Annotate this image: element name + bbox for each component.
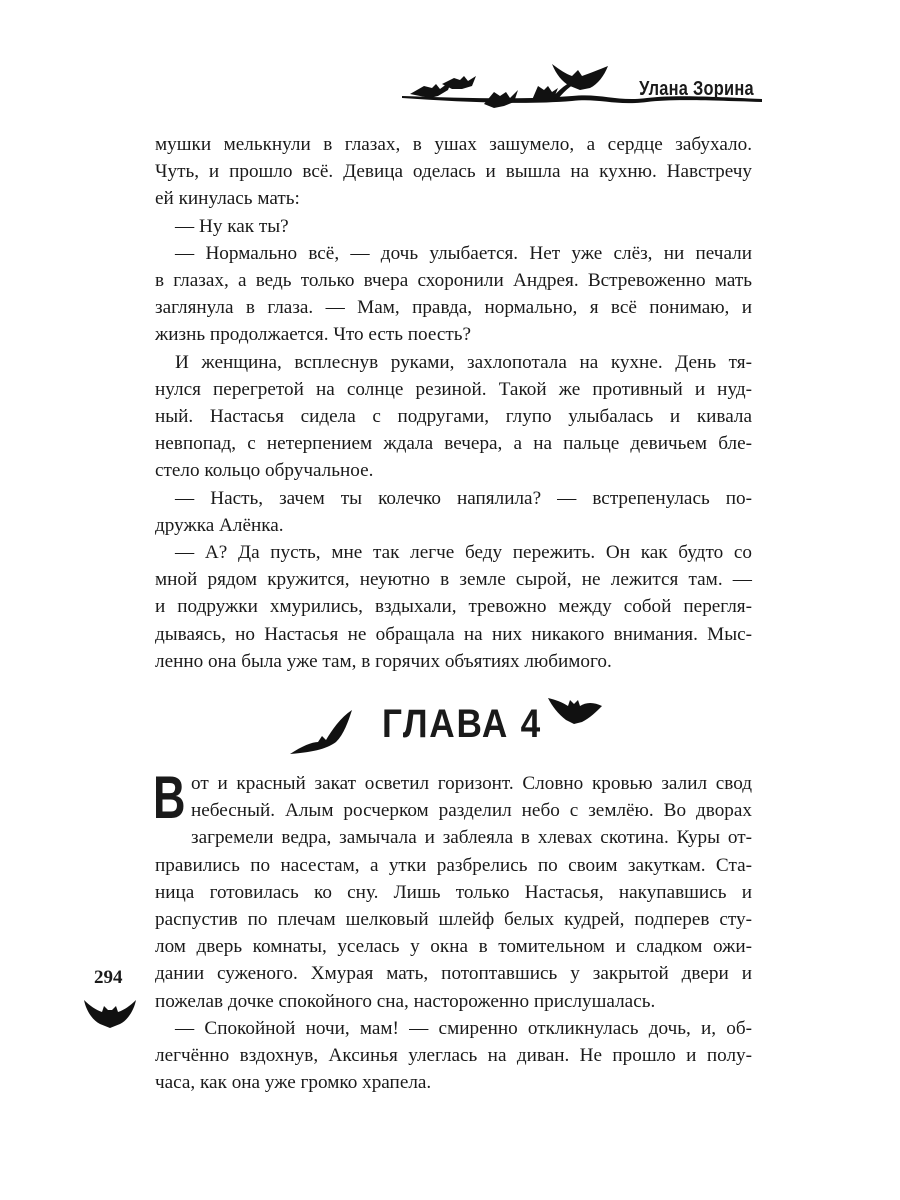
text-line: заглянула в глаза. — Мам, правда, нормально, я всё понимаю, и	[155, 297, 752, 319]
bat-right-icon	[546, 690, 604, 726]
text-line: пожелав дочке спокойного сна, настороженно прислушалась.	[155, 990, 656, 1012]
text-line: часа, как она уже громко храпела.	[155, 1072, 432, 1094]
page-number: 294	[94, 967, 123, 988]
text-line: дружка Алёнка.	[155, 514, 284, 536]
text-line: — Ну как ты?	[175, 215, 289, 237]
text-line: невпопад, с нетерпением ждала вечера, а на пальце девичьем бле-	[155, 433, 752, 455]
text-line: мной рядом кружится, неуютно в земле сырой, не лежится там. —	[155, 569, 752, 591]
text-line: Чуть, и прошло всё. Девица оделась и вышла на кухню. Навстречу	[155, 161, 752, 183]
text-line: в глазах, а ведь только вчера схоронили Андрея. Встревоженно мать	[155, 270, 752, 292]
text-line: — Спокойной ночи, мам! — смиренно откликнулась дочь, и, об-	[175, 1017, 752, 1039]
running-title-author: Улана Зорина	[639, 78, 754, 100]
text-line: дании суженого. Хмурая мать, потоптавшись у закрытой двери и	[155, 963, 752, 985]
bat-left-icon	[288, 708, 354, 756]
body-text-top	[155, 131, 752, 675]
bat-icon	[552, 64, 608, 90]
text-line: И женщина, всплеснув руками, захлопотала на кухне. День тя-	[175, 351, 752, 373]
text-line: правились по насестам, а утки разбрелись по своим закуткам. Ста-	[155, 854, 752, 876]
text-line: дываясь, но Настасья не обращала на них никакого внимания. Мыс-	[155, 623, 752, 645]
text-line: мушки мелькнули в глазах, в ушах зашумело, а сердце забухало.	[155, 134, 752, 155]
text-line: и подружки хмурились, вздыхали, тревожно между собой перегля-	[155, 596, 752, 618]
text-line: — Нормально всё, — дочь улыбается. Нет уже слёз, ни печали	[175, 242, 752, 264]
text-line: ница готовилась ко сну. Лишь только Настасья, накупавшись и	[155, 881, 752, 903]
text-line: нулся перегретой на солнце резиной. Такой же противный и нуд-	[155, 378, 752, 400]
text-line: ей кинулась мать:	[155, 188, 300, 210]
body-text-bottom	[153, 764, 752, 1096]
chapter-title: ГЛАВА 4	[382, 702, 542, 746]
bat-icon	[484, 90, 518, 108]
text-line: стело кольцо обручальное.	[155, 460, 374, 482]
text-line: — А? Да пусть, мне так легче беду пережить. Он как будто со	[175, 542, 752, 564]
text-line: небесный. Алым росчерком разделил небо с землёю. Во дворах	[191, 800, 752, 822]
text-line: ный. Настасья сидела с подругами, глупо улыбалась и кивала	[155, 406, 752, 428]
text-line: загремели ведра, замычала и заблеяла в хлевах скотина. Куры от-	[191, 827, 752, 849]
drop-cap: В	[153, 764, 186, 831]
text-line: лом дверь комнаты, уселась у окна в томительном и сладком ожи-	[155, 936, 752, 958]
text-line: жизнь продолжается. Что есть поесть?	[155, 324, 472, 346]
text-line: ленно она была уже там, в горячих объятиях любимого.	[155, 650, 612, 672]
text-line: легчённо вздохнув, Аксинья улеглась на диван. Не прошло и полу-	[155, 1045, 752, 1067]
text-line: распустив по плечам шелковый шлейф белых кудрей, подперев сту-	[155, 909, 752, 931]
text-line: — Насть, зачем ты колечко напялила? — встрепенулась по-	[175, 487, 752, 509]
page-number-bat-icon	[82, 996, 138, 1030]
text-line: от и красный закат осветил горизонт. Словно кровью залил свод	[191, 773, 752, 794]
